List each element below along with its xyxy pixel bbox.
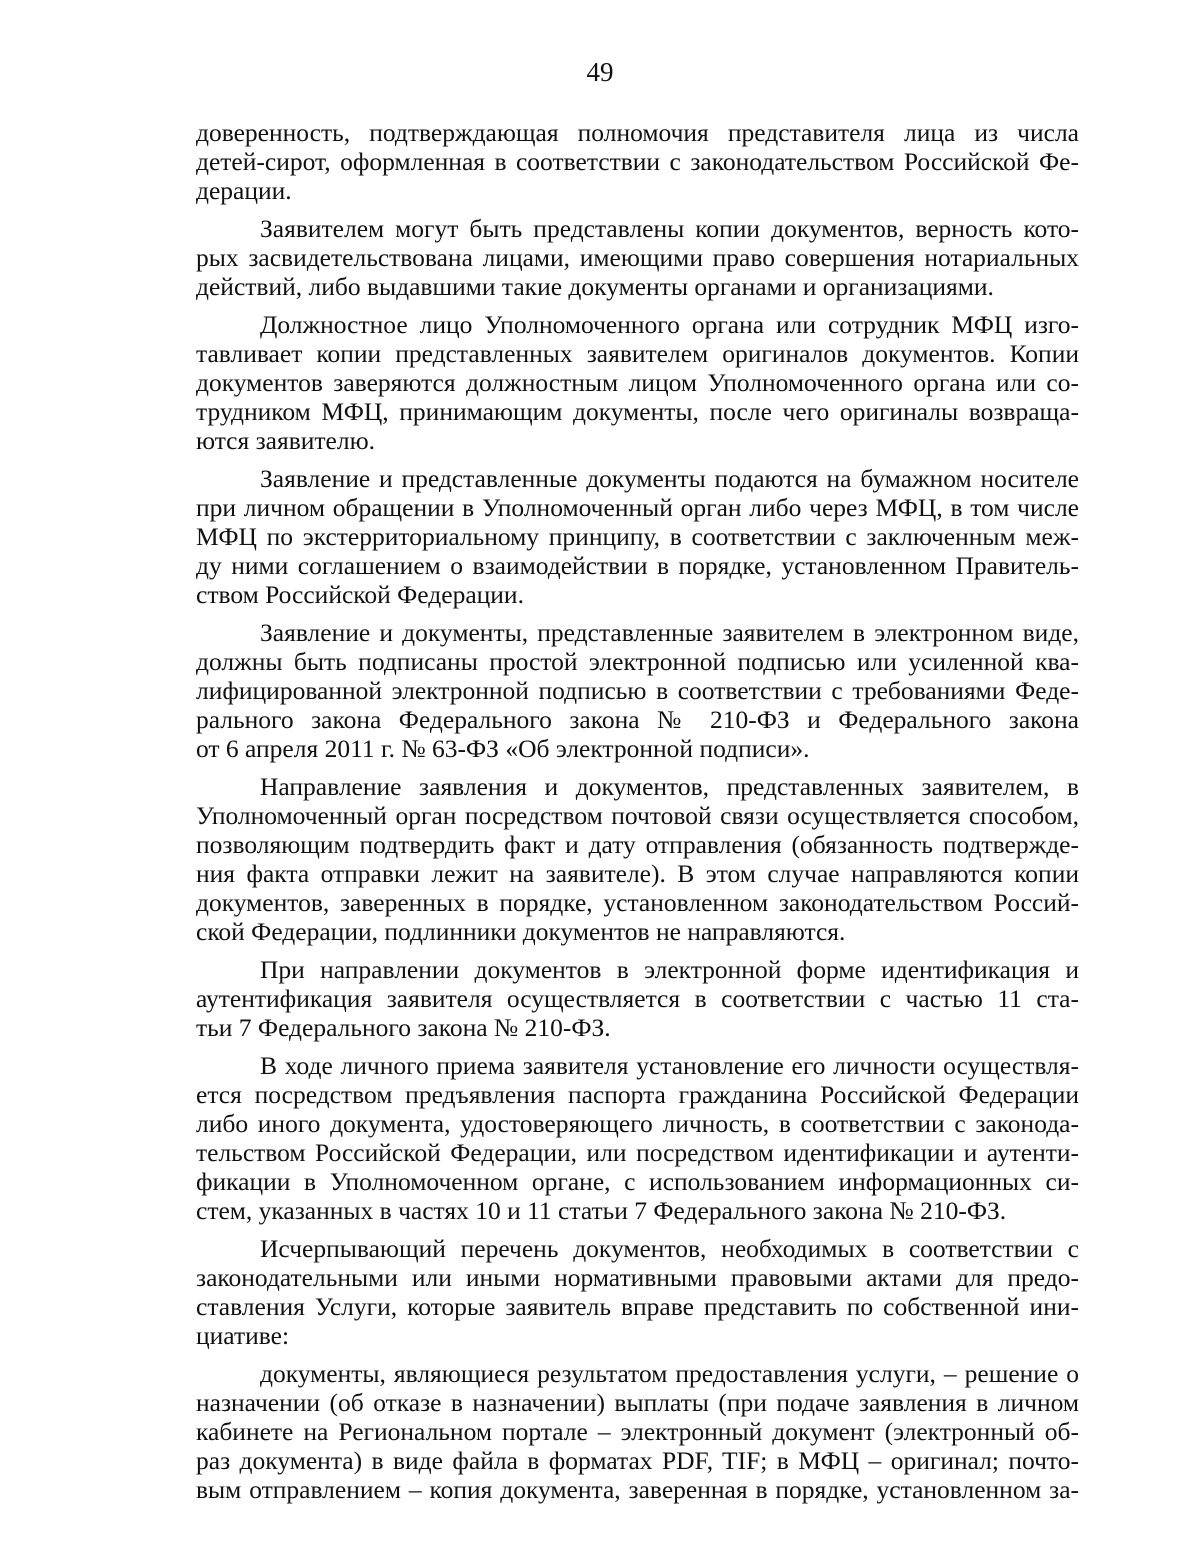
paragraph xyxy=(196,772,1079,946)
text-line: должны быть подписаны простой электронной подписью или усиленной ква- xyxy=(196,647,1079,676)
text-line: Заявление и представленные документы подаются на бумажном носителе xyxy=(260,464,1079,493)
paragraph xyxy=(196,618,1079,763)
paragraph xyxy=(196,1051,1079,1225)
text-line: документы, являющиеся результатом предоставления услуги, – решение о xyxy=(260,1359,1079,1388)
text-line: вым отправлением – копия документа, заверенная в порядке, установленном за- xyxy=(196,1475,1079,1504)
text-line: При направлении документов в электронной форме идентификация и xyxy=(260,955,1079,984)
text-line: доверенность, подтверждающая полномочия представителя лица из числа xyxy=(196,118,1079,147)
text-line: ской Федерации, подлинники документов не направляются. xyxy=(196,917,846,946)
paragraph xyxy=(196,310,1079,455)
document-body xyxy=(196,118,1079,1513)
text-line: дерации. xyxy=(196,176,292,205)
text-line: от 6 апреля 2011 г. № 63-ФЗ «Об электронной подписи». xyxy=(196,734,810,763)
text-line: тавливает копии представленных заявителем оригиналов документов. Копии xyxy=(196,339,1079,368)
text-line: Заявление и документы, представленные заявителем в электронном виде, xyxy=(260,618,1079,647)
text-line: рального закона Федерального закона № 210-ФЗ и Федерального закона xyxy=(196,705,1079,734)
text-line: тельством Российской Федерации, или посредством идентификации и аутенти- xyxy=(196,1138,1079,1167)
text-line: Заявителем могут быть представлены копии документов, верность кото- xyxy=(260,214,1079,243)
text-line: либо иного документа, удостоверяющего личность, в соответствии с законода- xyxy=(196,1109,1079,1138)
text-line: рых засвидетельствована лицами, имеющими право совершения нотариальных xyxy=(196,243,1079,272)
text-line: ются заявителю. xyxy=(196,426,376,455)
text-line: документов заверяются должностным лицом Уполномоченного органа или со- xyxy=(196,368,1079,397)
text-line: позволяющим подтвердить факт и дату отправления (обязанность подтвержде- xyxy=(196,830,1079,859)
text-line: Исчерпывающий перечень документов, необходимых в соответствии с xyxy=(260,1234,1079,1263)
text-line: ставления Услуги, которые заявитель вправе представить по собственной ини- xyxy=(196,1292,1079,1321)
paragraph xyxy=(196,464,1079,609)
text-line: ется посредством предъявления паспорта гражданина Российской Федерации xyxy=(196,1080,1079,1109)
text-line: назначении (об отказе в назначении) выплаты (при подаче заявления в личном xyxy=(196,1388,1079,1417)
text-line: стем, указанных в частях 10 и 11 статьи 7 Федерального закона № 210-ФЗ. xyxy=(196,1196,1007,1225)
text-line: действий, либо выдавшими такие документы органами и организациями. xyxy=(196,272,994,301)
text-line: при личном обращении в Уполномоченный орган либо через МФЦ, в том числе xyxy=(196,493,1079,522)
text-line: тьи 7 Федерального закона № 210-ФЗ. xyxy=(196,1013,611,1042)
text-line: Должностное лицо Уполномоченного органа или сотрудник МФЦ изго- xyxy=(260,310,1079,339)
text-line: Уполномоченный орган посредством почтовой связи осуществляется способом, xyxy=(196,801,1079,830)
text-line: В ходе личного приема заявителя установление его личности осуществля- xyxy=(260,1051,1079,1080)
text-line: Направление заявления и документов, представленных заявителем, в xyxy=(260,772,1079,801)
text-line: документов, заверенных в порядке, установленном законодательством Россий- xyxy=(196,888,1079,917)
text-line: раз документа) в виде файла в форматах PDF, TIF; в МФЦ – оригинал; почто- xyxy=(196,1446,1079,1475)
page-number: 49 xyxy=(586,57,614,87)
paragraph xyxy=(196,214,1079,301)
text-line: ду ними соглашением о взаимодействии в порядке, установленном Правитель- xyxy=(196,551,1079,580)
paragraph xyxy=(196,118,1079,205)
text-line: детей-сирот, оформленная в соответствии с законодательством Российской Фе- xyxy=(196,147,1079,176)
text-line: кабинете на Региональном портале – электронный документ (электронный об- xyxy=(196,1417,1079,1446)
text-line: МФЦ по экстерриториальному принципу, в соответствии с заключенным меж- xyxy=(196,522,1079,551)
text-line: фикации в Уполномоченном органе, с использованием информационных си- xyxy=(196,1167,1079,1196)
paragraph xyxy=(196,1359,1079,1504)
paragraph xyxy=(196,1234,1079,1350)
text-line: ния факта отправки лежит на заявителе). В этом случае направляются копии xyxy=(196,859,1079,888)
text-line: законодательными или иными нормативными правовыми актами для предо- xyxy=(196,1263,1079,1292)
text-line: лифицированной электронной подписью в соответствии с требованиями Феде- xyxy=(196,676,1079,705)
text-line: ством Российской Федерации. xyxy=(196,580,524,609)
paragraph xyxy=(196,955,1079,1042)
text-line: трудником МФЦ, принимающим документы, после чего оригиналы возвраща- xyxy=(196,397,1079,426)
text-line: аутентификация заявителя осуществляется в соответствии с частью 11 ста- xyxy=(196,984,1079,1013)
text-line: циативе: xyxy=(196,1321,290,1350)
